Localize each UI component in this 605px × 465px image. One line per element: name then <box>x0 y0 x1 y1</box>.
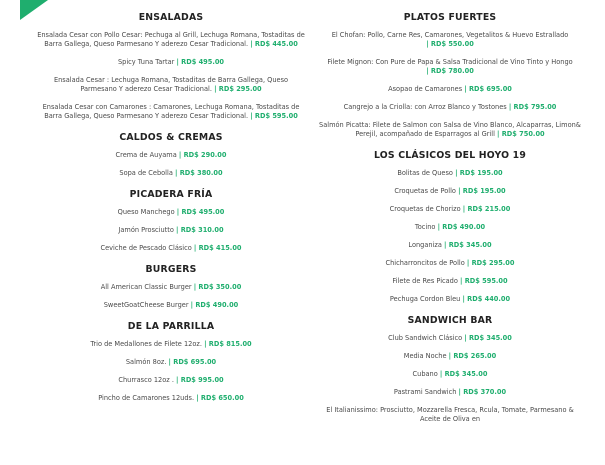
menu-item <box>37 394 305 403</box>
menu-item-price: | RD$ 415.00 <box>193 244 242 252</box>
menu-item-price: | RD$ 490.00 <box>190 301 239 309</box>
menu-item-price: | RD$ 695.00 <box>168 358 217 366</box>
menu-item-price: | RD$ 550.00 <box>426 40 474 48</box>
menu-item-price: | RD$ 195.00 <box>458 187 506 195</box>
menu-item-description: Cangrejo a la Criolla: con Arroz Blanco y Tostones <box>343 103 507 111</box>
menu-item-price: | RD$ 215.00 <box>462 205 511 213</box>
menu-item-price: | RD$ 370.00 <box>458 388 507 396</box>
menu-item-description: Croquetas de Pollo <box>394 187 456 195</box>
menu-item-price: | RD$ 265.00 <box>448 352 497 360</box>
menu-item <box>37 76 305 94</box>
menu-item-description: Longaniza <box>408 241 442 249</box>
menu-item-description: Queso Manchego <box>117 208 175 216</box>
menu-item-price: | RD$ 795.00 <box>508 103 557 111</box>
menu-item-price: | RD$ 290.00 <box>178 151 227 159</box>
menu-item-description: Trio de Medallones de Filete 12oz. <box>90 340 202 348</box>
menu-item-price: | RD$ 295.00 <box>466 259 515 267</box>
menu-item <box>37 301 305 310</box>
menu-section-los-clasicos-del-hoyo-19 <box>316 150 584 304</box>
menu-item-price: | RD$ 495.00 <box>176 208 225 216</box>
menu-item-description: Ensalada Cesar : Lechuga Romana, Tostaditas de Barra Gallega, Queso Parmesano Y aderezo Cesar Tradicional. <box>53 76 289 93</box>
menu-item <box>37 58 305 67</box>
menu-item-description: Filete de Res Picado <box>392 277 458 285</box>
menu-item-price: | RD$ 595.00 <box>460 277 508 285</box>
menu-item <box>316 121 584 139</box>
section-title: ENSALADAS <box>138 12 204 23</box>
menu-section-caldos-cremas <box>37 132 305 178</box>
menu-item-price: | RD$ 295.00 <box>214 85 262 93</box>
menu-item-description: Ensalada Cesar con Pollo Cesar: Pechuga al Grill, Lechuga Romana, Tostaditas de Barra Gallega, Queso Parmesano Y aderezo Cesar Tradicional. <box>37 31 305 48</box>
menu-item <box>316 334 584 343</box>
menu-item-price: | RD$ 495.00 <box>176 58 225 66</box>
menu-item-price: | RD$ 380.00 <box>174 169 223 177</box>
menu-item-description: Filete Mignon: Con Pure de Papa & Salsa Tradicional de Vino Tinto y Hongo <box>327 58 573 66</box>
menu-item-description: Asopao de Camarones <box>388 85 463 93</box>
menu-item-price: | RD$ 595.00 <box>250 112 298 120</box>
menu-item-price: | RD$ 695.00 <box>464 85 512 93</box>
menu-item-description: SweetGoatCheese Burger <box>103 301 189 309</box>
menu-item-description: Chicharroncitos de Pollo <box>385 259 465 267</box>
section-title: SANDWICH BAR <box>407 315 493 326</box>
menu-item <box>316 295 584 304</box>
menu-item <box>316 31 584 49</box>
section-title: DE LA PARRILLA <box>127 321 215 332</box>
menu-item-description: Cubano <box>412 370 438 378</box>
menu-section-platos-fuertes <box>316 12 584 139</box>
menu-item <box>316 406 584 424</box>
menu-item-price: | RD$ 815.00 <box>204 340 252 348</box>
menu-item-description: Salmón 8oz. <box>125 358 167 366</box>
menu-item-price: | RD$ 780.00 <box>426 67 474 75</box>
menu-item-description: Pechuga Cordon Bleu <box>389 295 461 303</box>
menu-item-price: | RD$ 490.00 <box>437 223 486 231</box>
menu-item <box>37 151 305 160</box>
menu-item <box>316 388 584 397</box>
menu-column-right <box>316 12 584 435</box>
menu-item-description: Crema de Auyama <box>115 151 177 159</box>
menu-item <box>316 187 584 196</box>
menu-section-ensaladas <box>37 12 305 121</box>
menu-item-price: | RD$ 995.00 <box>176 376 224 384</box>
menu-item <box>316 370 584 379</box>
menu-section-burgers <box>37 264 305 310</box>
menu-item <box>37 226 305 235</box>
menu-item-description: Jamón Prosciutto <box>118 226 174 234</box>
menu-item-price: | RD$ 195.00 <box>455 169 503 177</box>
menu-item <box>316 241 584 250</box>
section-title: PICADERA FRÍA <box>129 189 213 200</box>
menu-column-left <box>37 12 305 414</box>
menu-item <box>316 169 584 178</box>
menu-section-sandwich-bar <box>316 315 584 424</box>
menu-item <box>316 223 584 232</box>
menu-item <box>37 283 305 292</box>
menu-item-description: All American Classic Burger <box>100 283 192 291</box>
menu-section-picadera-fria <box>37 189 305 253</box>
menu-item <box>316 85 584 94</box>
menu-section-de-la-parrilla <box>37 321 305 403</box>
menu-item-price: | RD$ 445.00 <box>250 40 298 48</box>
menu-item-price: | RD$ 310.00 <box>175 226 224 234</box>
menu-item-description: Media Noche <box>403 352 447 360</box>
menu-item <box>316 277 584 286</box>
menu-item-price: | RD$ 440.00 <box>462 295 511 303</box>
section-title: LOS CLÁSICOS DEL HOYO 19 <box>373 150 527 161</box>
menu-item-price: | RD$ 345.00 <box>439 370 488 378</box>
menu-item <box>37 208 305 217</box>
menu-item <box>316 352 584 361</box>
menu-item <box>316 259 584 268</box>
menu-item <box>37 376 305 385</box>
menu-item-description: Pincho de Camarones 12uds. <box>98 394 195 402</box>
menu-item-description: Club Sandwich Clásico <box>388 334 463 342</box>
menu-item <box>37 169 305 178</box>
menu-item <box>37 103 305 121</box>
section-title: BURGERS <box>145 264 197 275</box>
menu-item-description: Spicy Tuna Tartar <box>117 58 175 66</box>
menu-item <box>316 103 584 112</box>
menu-item <box>37 358 305 367</box>
menu-item-description: Sopa de Cebolla <box>119 169 173 177</box>
menu-item-description: Tocino <box>414 223 436 231</box>
menu-item <box>37 244 305 253</box>
menu-item-price: | RD$ 650.00 <box>196 394 244 402</box>
menu-item-description: Salmón Picatta: Filete de Salmon con Salsa de Vino Blanco, Alcaparras, Limon& Perejil, acompañado de Esparragos al Grill <box>319 121 581 138</box>
menu-item-description: Bolitas de Queso <box>397 169 453 177</box>
menu-item-description: El Italianissimo: Prosciutto, Mozzarella Fresca, Rcula, Tomate, Parmesano & Aceite de Oliva en <box>326 406 574 423</box>
menu-item <box>37 340 305 349</box>
menu-item-description: Croquetas de Chorizo <box>389 205 461 213</box>
menu-item <box>316 58 584 76</box>
menu-item-description: Churrasco 12oz . <box>118 376 174 384</box>
menu-item <box>316 205 584 214</box>
menu-item-price: | RD$ 345.00 <box>444 241 492 249</box>
menu-item-description: Pastrami Sandwich <box>393 388 457 396</box>
menu-item-price: | RD$ 750.00 <box>497 130 545 138</box>
menu-item-price: | RD$ 350.00 <box>193 283 242 291</box>
menu-item-description: Ensalada Cesar con Camarones : Camarones, Lechuga Romana, Tostaditas de Barra Gallega, Queso Parmesano Y aderezo Cesar Tradicional. <box>42 103 300 120</box>
section-title: PLATOS FUERTES <box>403 12 497 23</box>
menu-item <box>37 31 305 49</box>
menu-item-price: | RD$ 345.00 <box>464 334 512 342</box>
menu-item-description: El Chofan: Pollo, Carne Res, Camarones, Vegetalitos & Huevo Estrallado <box>331 31 569 39</box>
section-title: CALDOS & CREMAS <box>119 132 223 143</box>
menu-item-description: Ceviche de Pescado Clásico <box>100 244 192 252</box>
